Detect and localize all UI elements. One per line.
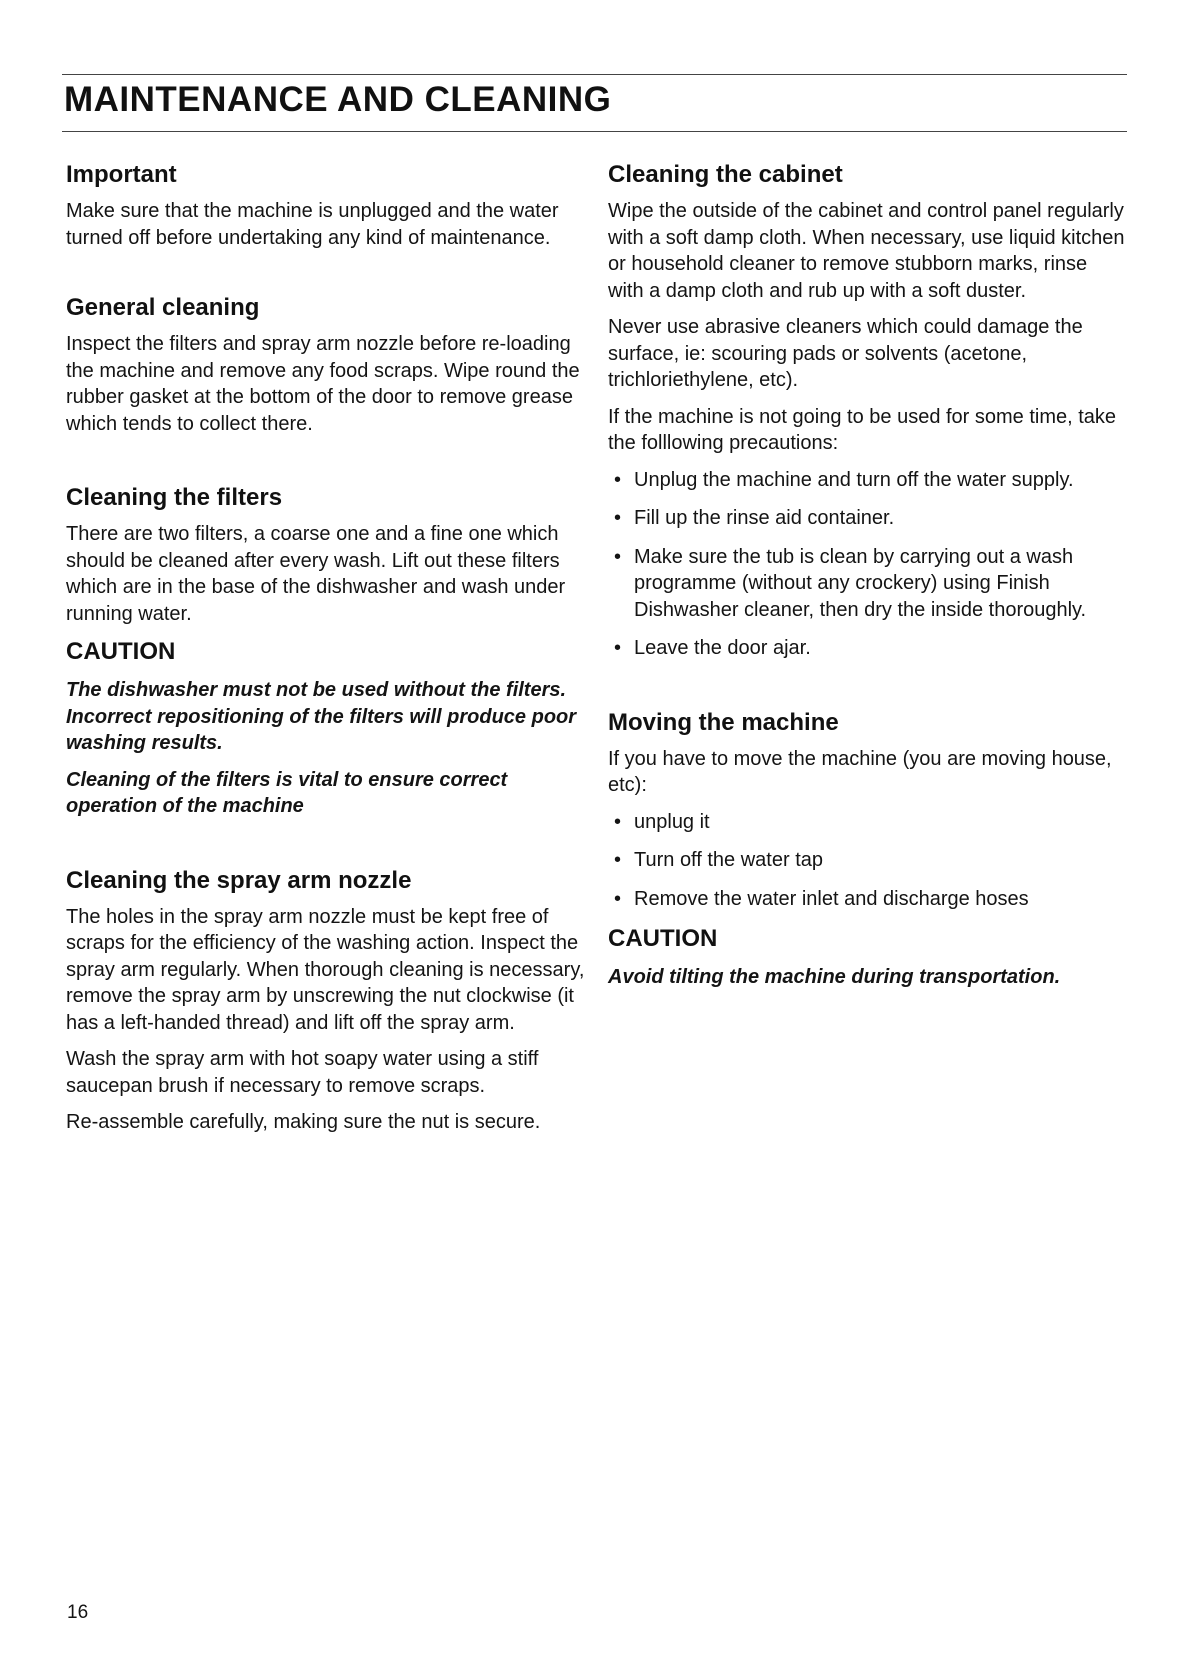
general-cleaning-heading: General cleaning [66,294,260,321]
list-item: • unplug it [608,809,1128,836]
cleaning-filters-heading: Cleaning the filters [66,484,283,511]
moving-machine-section [608,708,1128,991]
cleaning-filters-text: There are two filters, a coarse one and a fine one which should be cleaned after every wash. Lift out these filters which are in the base of the dishwasher and wash under running water. [66,523,566,625]
spray-arm-text-2: Wash the spray arm with hot soapy water using a stiff saucepan brush if necessary to remove scraps. [66,1048,539,1097]
list-item: • Leave the door ajar. [608,635,1128,662]
filters-caution-text-1: The dishwasher must not be used without the filters. Incorrect repositioning of the filters will produce poor washing results. [66,679,577,754]
moving-steps-list [608,809,1128,913]
header-bottom-rule [62,131,1127,132]
general-cleaning-section [66,293,586,437]
cabinet-text-1: Wipe the outside of the cabinet and control panel regularly with a soft damp cloth. When necessary, use liquid kitchen or household cleaner to remove stubborn marks, rinse with a damp cloth and rub up with a soft duster. [608,200,1125,302]
list-item: • Turn off the water tap [608,847,1128,874]
cabinet-text-3: If the machine is not going to be used for some time, take the folllowing precautions: [608,405,1117,454]
important-heading: Important [66,161,177,188]
moving-machine-text: If you have to move the machine (you are moving house, etc): [608,747,1112,796]
general-cleaning-text: Inspect the filters and spray arm nozzle before re-loading the machine and remove any food scraps. Wipe round the rubber gasket at the bottom of the door to remove grease which tends to collect there. [66,333,580,435]
important-text: Make sure that the machine is unplugged and the water turned off before undertaking any kind of maintenance. [66,200,559,249]
cleaning-cabinet-heading: Cleaning the cabinet [608,161,843,188]
list-item: • Make sure the tub is clean by carrying out a wash programme (without any crockery) using Finish Dishwasher cleaner, then dry the inside thoroughly. [608,544,1128,624]
spray-arm-text-3: Re-assemble carefully, making sure the nut is secure. [66,1111,541,1133]
header-top-rule [62,74,1127,75]
spray-arm-heading: Cleaning the spray arm nozzle [66,866,412,894]
list-item: • Fill up the rinse aid container. [608,505,1128,532]
moving-caution-text: Avoid tilting the machine during transportation. [608,966,1061,988]
list-item: • Remove the water inlet and discharge hoses [608,886,1128,913]
important-section [66,160,586,251]
cabinet-text-2: Never use abrasive cleaners which could damage the surface, ie: scouring pads or solvents (acetone, trichloriethylene, etc). [608,316,1083,391]
page-number: 16 [67,1602,89,1623]
page-title: MAINTENANCE AND CLEANING [64,80,612,119]
moving-caution-label: CAUTION [608,925,718,952]
filters-caution-label: CAUTION [66,638,176,665]
cleaning-filters-section [66,483,586,820]
right-column [608,160,1128,1001]
left-column [66,160,586,1146]
spray-arm-text-1: The holes in the spray arm nozzle must be kept free of scraps for the efficiency of the washing action. Inspect the spray arm regularly. When thorough cleaning is necessary, remove the spray arm by unscrewing the nut clockwise (it has a left-handed thread) and lift off the spray arm. [66,905,585,1034]
cleaning-cabinet-section [608,160,1128,662]
filters-caution-text-2: Cleaning of the filters is vital to ensure correct operation of the machine [66,768,508,817]
moving-machine-heading: Moving the machine [608,708,839,736]
spray-arm-section [66,866,586,1136]
list-item: • Unplug the machine and turn off the water supply. [608,467,1128,494]
precautions-list [608,467,1128,662]
